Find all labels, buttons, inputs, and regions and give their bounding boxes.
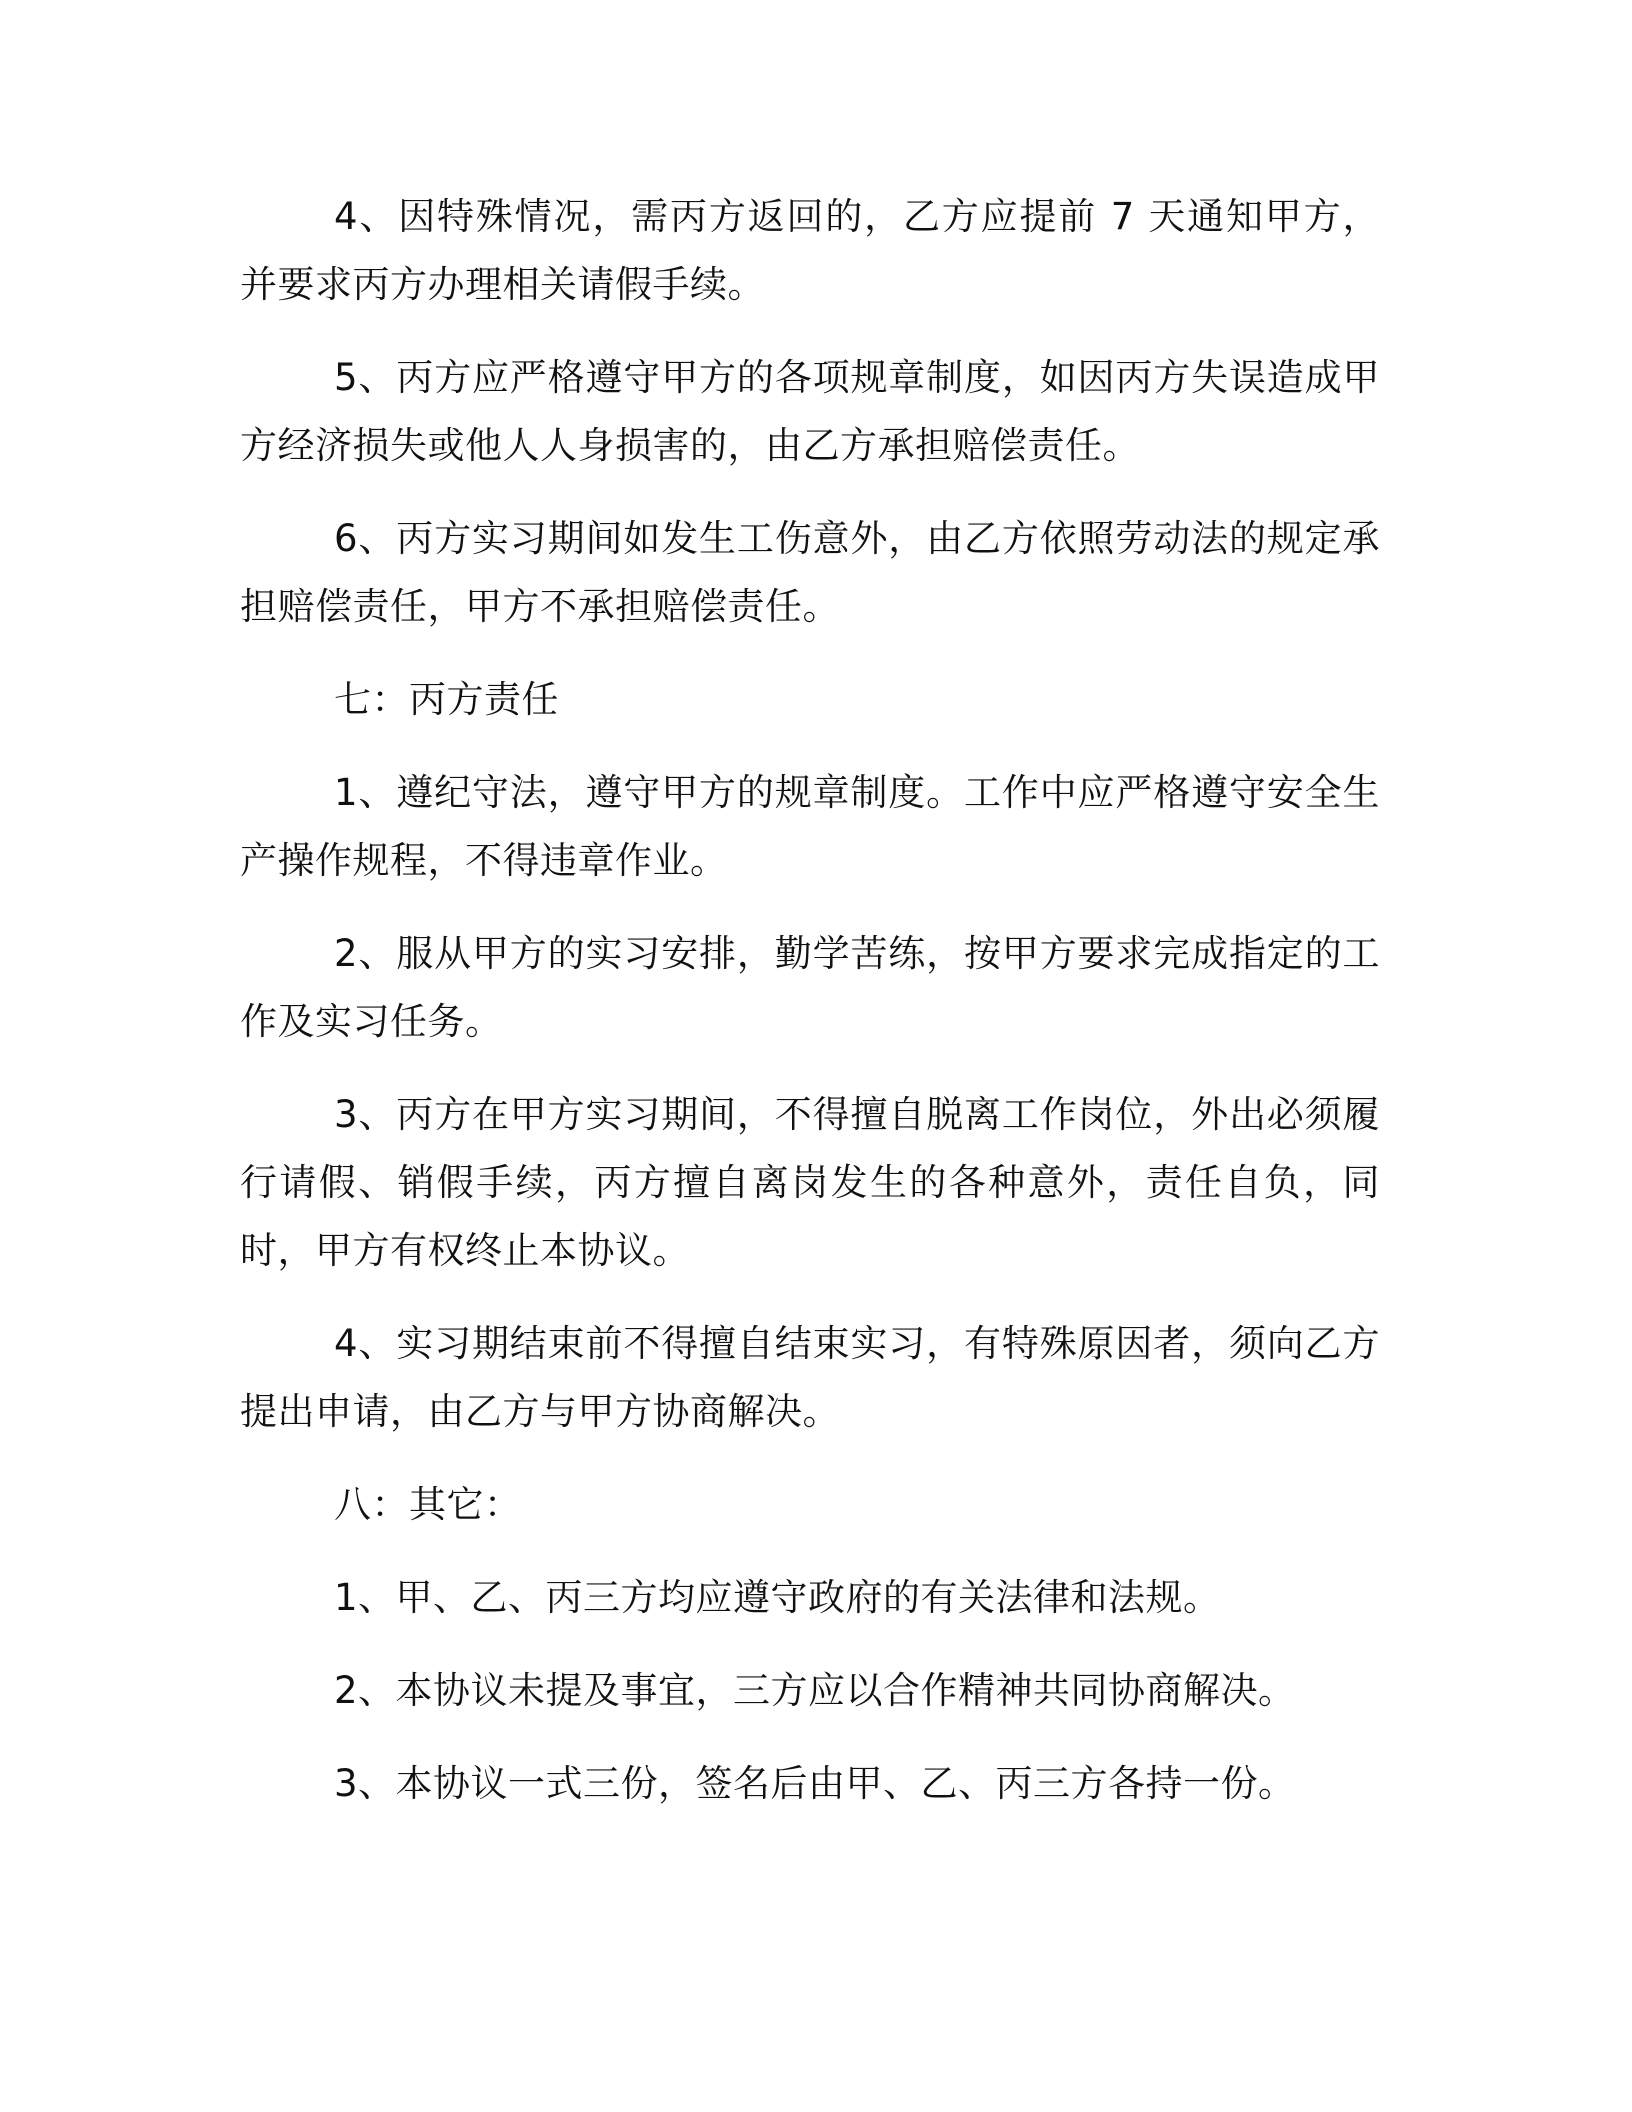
clause-8-3: 3、本协议一式三份，签名后由甲、乙、丙三方各持一份。 <box>334 1762 1296 1805</box>
section-heading-8: 八：其它： <box>334 1483 522 1526</box>
section-heading-7: 七：丙方责任 <box>334 678 559 721</box>
clause-6-5: 5、丙方应严格遵守甲方的各项规章制度，如因丙方失误造成甲方经济损失或他人人身损害的，由乙方承担赔偿责任。 <box>240 356 1380 467</box>
clause-7-1: 1、遵纪守法，遵守甲方的规章制度。工作中应严格遵守安全生产操作规程，不得违章作业。 <box>240 771 1380 882</box>
clause-8-2: 2、本协议未提及事宜，三方应以合作精神共同协商解决。 <box>334 1669 1296 1712</box>
clause-8-1: 1、甲、乙、丙三方均应遵守政府的有关法律和法规。 <box>334 1576 1221 1619</box>
clause-7-4: 4、实习期结束前不得擅自结束实习，有特殊原因者，须向乙方提出申请，由乙方与甲方协商解决。 <box>240 1322 1380 1433</box>
clause-6-6: 6、丙方实习期间如发生工伤意外，由乙方依照劳动法的规定承担赔偿责任，甲方不承担赔偿责任。 <box>240 517 1380 628</box>
clause-6-4: 4、因特殊情况，需丙方返回的，乙方应提前 7 天通知甲方，并要求丙方办理相关请假手续。 <box>240 195 1380 306</box>
document-body <box>240 183 1380 1843</box>
clause-7-2: 2、服从甲方的实习安排，勤学苦练，按甲方要求完成指定的工作及实习任务。 <box>240 932 1380 1043</box>
clause-7-3: 3、丙方在甲方实习期间，不得擅自脱离工作岗位，外出必须履行请假、销假手续，丙方擅自离岗发生的各种意外，责任自负，同时，甲方有权终止本协议。 <box>240 1093 1380 1272</box>
